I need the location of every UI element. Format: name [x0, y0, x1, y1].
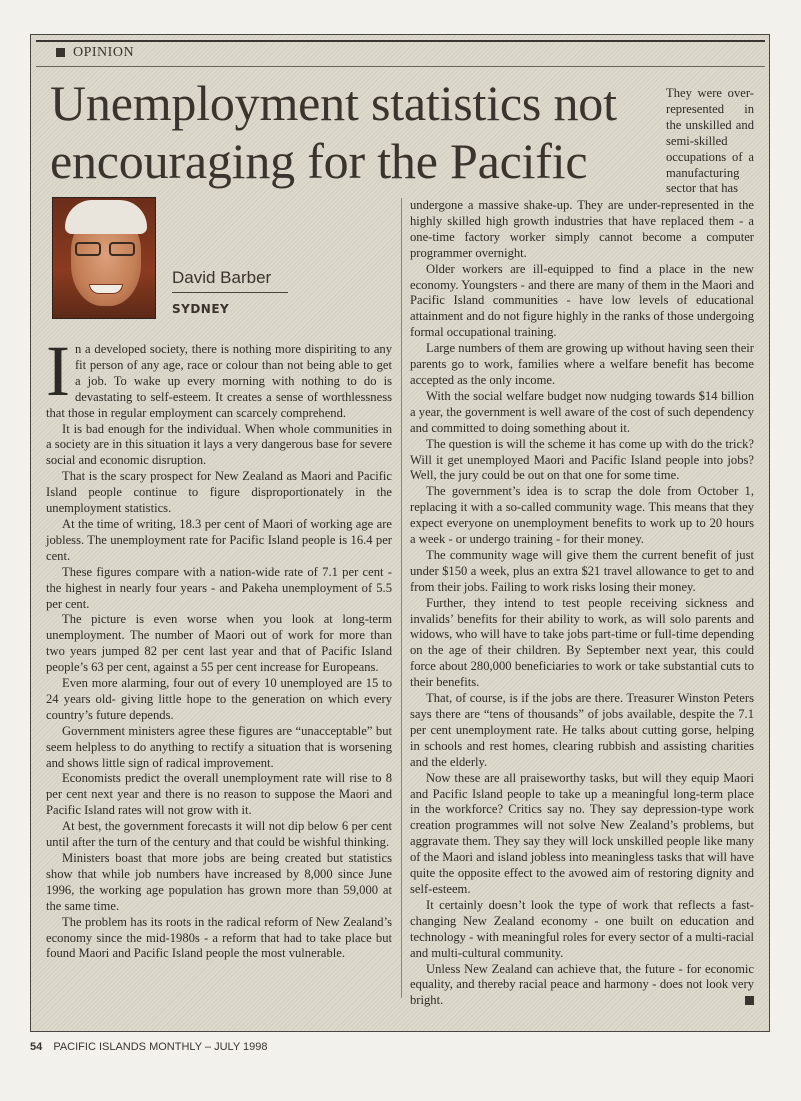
end-mark-icon [745, 996, 754, 1005]
paragraph: The government’s idea is to scrap the dole from October 1, replacing it with a so-called community wage. This means that they expect everyone on unemployment benefits to work up to 20 hours a week - or undergo training - for their money. [410, 484, 754, 547]
paragraph: Large numbers of them are growing up without having seen their parents go to work, families where a welfare benefit has become accepted as the only income. [410, 341, 754, 387]
paragraph: Now these are all praiseworthy tasks, but will they equip Maori and Pacific Island people to take up a meaningful long-term place in the workforce? Critics say no. They say depression-type work creation programmes will not solve New Zealand’s problems, but aggravate them. They say they will lock unskilled people like many of the Maori and island jobless into meaningless tasks that will have quite the opposite effect to the avowed aim of restoring dignity and self-esteem. [410, 770, 754, 896]
paragraph: Even more alarming, four out of every 10 unemployed are 15 to 24 years old- giving little hope to the generation on which every country’s future depends. [46, 676, 392, 722]
paragraph: The question is will the scheme it has come up with do the trick? Will it get unemployed Maori and Pacific Island people into jobs? Well, the jury could be out on that one for some time. [410, 436, 754, 483]
column-divider [401, 198, 402, 998]
left-column [46, 331, 392, 962]
right-column [410, 198, 754, 1009]
paragraph: Older workers are ill-equipped to find a place in the new economy. Youngsters - and there are many of them in the Maori and Pacific Island communities - have low levels of educational attainment and do not figure highly in the ranks of those undergoing formal occupational training. [410, 261, 754, 340]
paragraph: Ministers boast that more jobs are being created but statistics show that while job numbers have increased by 8,000 since June 1996, the working age population has grown more than 59,000 at the same time. [46, 851, 392, 913]
top-rule [36, 40, 765, 42]
paragraph: Economists predict the overall unemployment rate will rise to 8 per cent next year and there is no reason to suppose the Maori and Pacific Island rates will not grow with it. [46, 771, 392, 818]
page-number: 54 [30, 1041, 43, 1053]
paragraph: That, of course, is if the jobs are there. Treasurer Winston Peters says there are “tens of thousands” of jobs available, despite the 7.1 per cent unemployment rate. He talks about cutting gorse, helping in schools and rest homes, clearing rubbish and assisting charities and the elderly. [410, 691, 754, 769]
closing-paragraph: Unless New Zealand can achieve that, the future - for economic equality, and thereby racial peace and harmony - does not look very bright. [410, 961, 754, 1008]
section-square-icon [56, 48, 65, 57]
author-photo [52, 197, 156, 319]
lead-paragraph: In a developed society, there is nothing more dispiriting to any fit person of any age, race or colour than not being able to get a job. To wake up every morning with nothing to do is devastating to self-esteem. It creates a sense of worthlessness that those in regular employment can scarcely comprehend. [46, 331, 392, 420]
header-rule [36, 66, 765, 67]
sidebar-text: They were over-represented in the unskilled and semi-skilled occupations of a manufacturing sector that has [666, 86, 754, 196]
paragraph: At the time of writing, 18.3 per cent of Maori of working age are jobless. The unemployment rate for Pacific Island people is 16.4 per cent. [46, 516, 392, 563]
paragraph: undergone a massive shake-up. They are under-represented in the highly skilled high growth industries that have replaced them - a one-time factory worker simply cannot become a computer programmer overnight. [410, 198, 754, 260]
paragraph: Further, they intend to test people receiving sickness and invalids’ benefits for their ability to work, as will solo parents and widows, who will have to take jobs part-time or full-time depending on the age of their children. By September next year, this could force about 280,000 beneficiaries to work or take substantial cuts to their benefits. [410, 595, 754, 690]
paragraph: It certainly doesn’t look the type of work that reflects a fast-changing New Zealand economy - one built on education and technology - with meaningful roles for every sector of a multi-racial and multi-cultural community. [410, 897, 754, 960]
headline: Unemployment statistics not encouraging for the Pacific [50, 75, 617, 189]
paragraph: These figures compare with a nation-wide rate of 7.1 per cent - the highest in nearly four years - and Pakeha unemployment of 5.5 per cent. [46, 564, 392, 611]
paragraph: The problem has its roots in the radical reform of New Zealand’s economy since the mid-1980s - a reform that had to take place but found Maori and Pacific Island people the most vulnerable. [46, 914, 392, 961]
paragraph: Government ministers agree these figures are “unacceptable” but seem helpless to do anything to rectify a situation that is worsening and shows little sign of radical improvement. [46, 723, 392, 770]
paragraph: With the social welfare budget now nudging towards $14 billion a year, the government is well aware of the cost of such dependency and committed to doing something about it. [410, 388, 754, 435]
paragraph: At best, the government forecasts it will not dip below 6 per cent until after the turn of the century and that could be wishful thinking. [46, 819, 392, 850]
paragraph: The picture is even worse when you look at long-term unemployment. The number of Maori out of work for more than two years jumped 82 per cent last year and that of Pacific Island people’s 63 per cent, against a 55 per cent increase for Europeans. [46, 612, 392, 675]
publication-line: PACIFIC ISLANDS MONTHLY – JULY 1998 [53, 1041, 268, 1053]
author-rule [172, 292, 288, 293]
author-name: David Barber [172, 268, 272, 287]
drop-cap: I [46, 331, 70, 411]
page-footer [30, 1041, 267, 1053]
dateline: SYDNEY [172, 302, 230, 316]
paragraph: That is the scary prospect for New Zealand as Maori and Pacific Island people continue to figure disproportionately in the unemployment statistics. [46, 469, 392, 516]
section-label: OPINION [73, 45, 135, 60]
paragraph: The community wage will give them the current benefit of just under $150 a week, plus an extra $21 travel allowance to get to and from their jobs. Failing to work risks losing their money. [410, 547, 754, 594]
paragraph: It is bad enough for the individual. When whole communities in a society are in this situation it lays a very dangerous base for severe social and economic disruption. [46, 421, 392, 468]
